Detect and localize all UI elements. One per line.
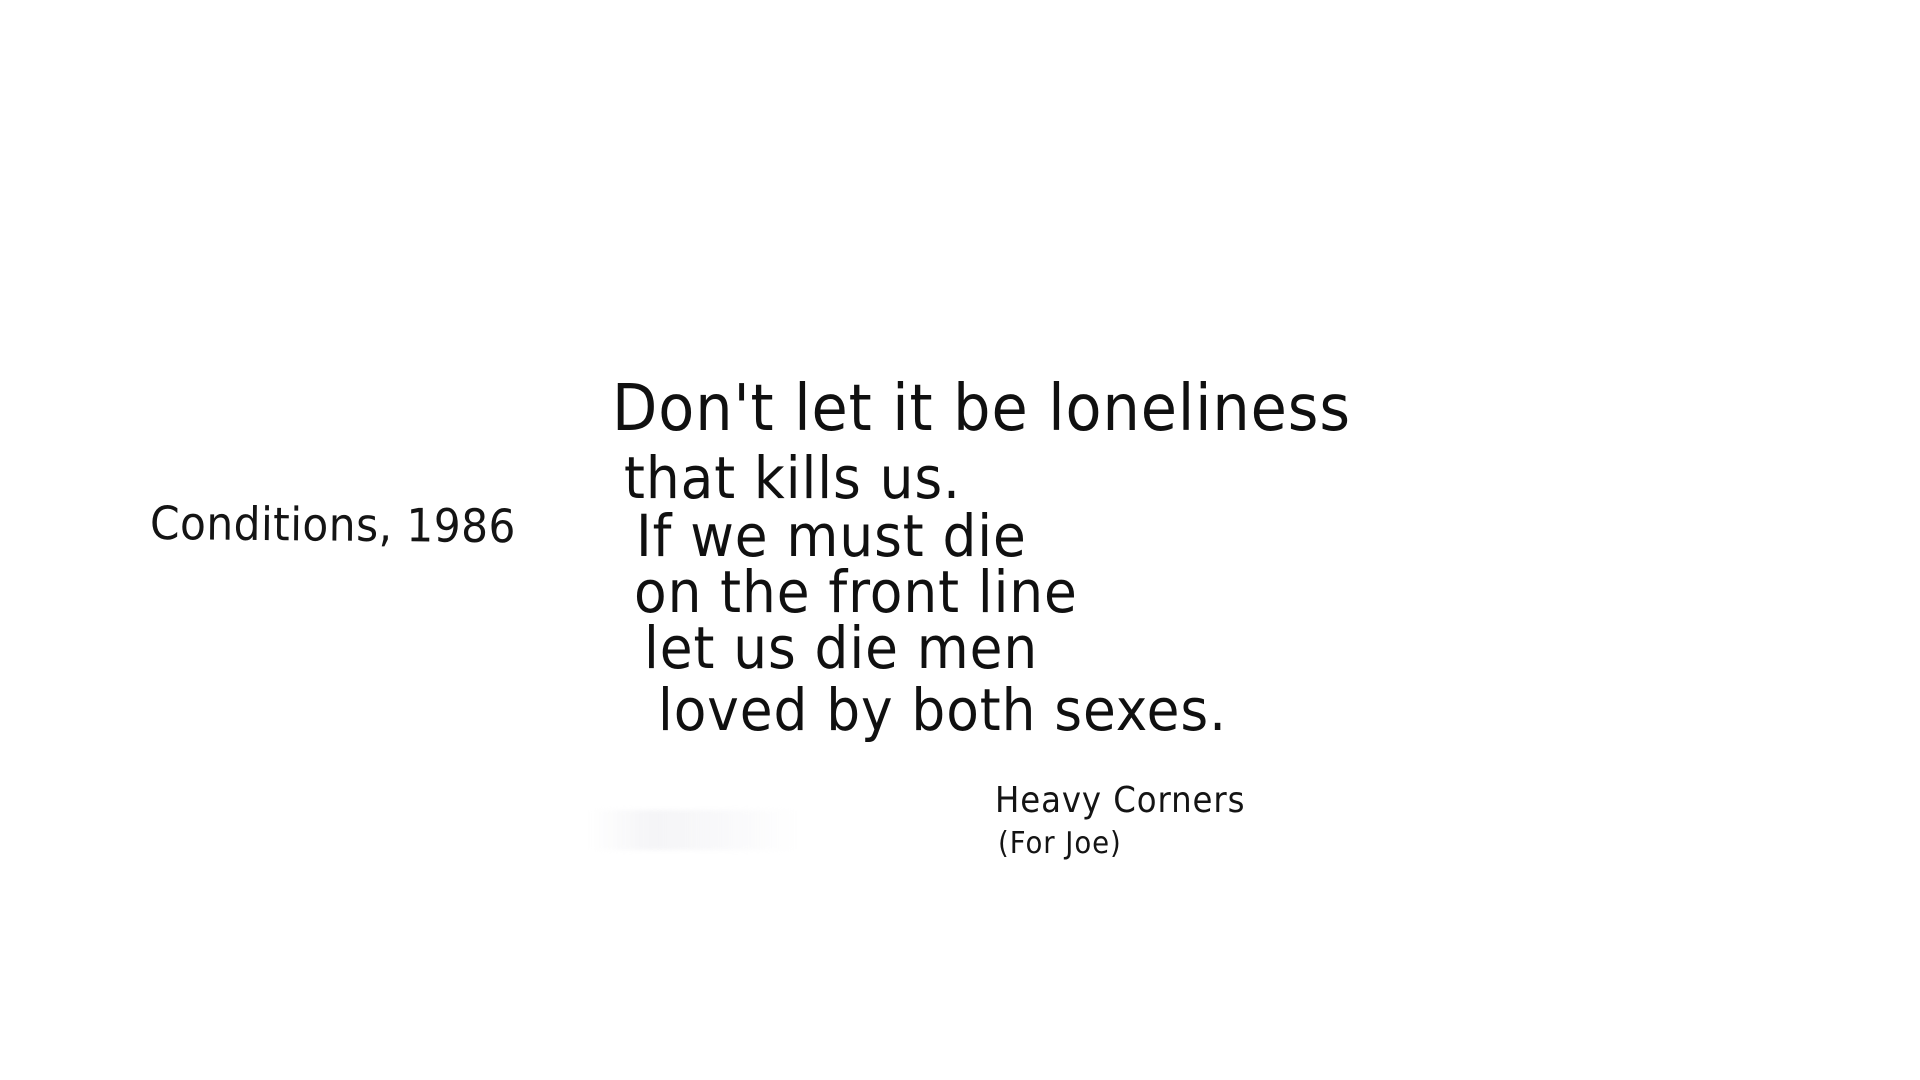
poem-line: on the front line <box>634 558 1078 626</box>
poem-line: let us die men <box>644 614 1039 682</box>
poem-line: Don't let it be loneliness <box>612 372 1351 446</box>
poem-line: that kills us. <box>624 444 961 512</box>
poem-dedication: (For Joe) <box>998 826 1122 861</box>
poem-body <box>612 372 1351 752</box>
poem-line: If we must die <box>636 502 1027 570</box>
poem-line: loved by both sexes. <box>658 676 1227 744</box>
source-caption: Conditions, 1986 <box>149 496 517 554</box>
poem-title: Heavy Corners <box>995 780 1246 821</box>
paper-smudge <box>590 810 800 850</box>
